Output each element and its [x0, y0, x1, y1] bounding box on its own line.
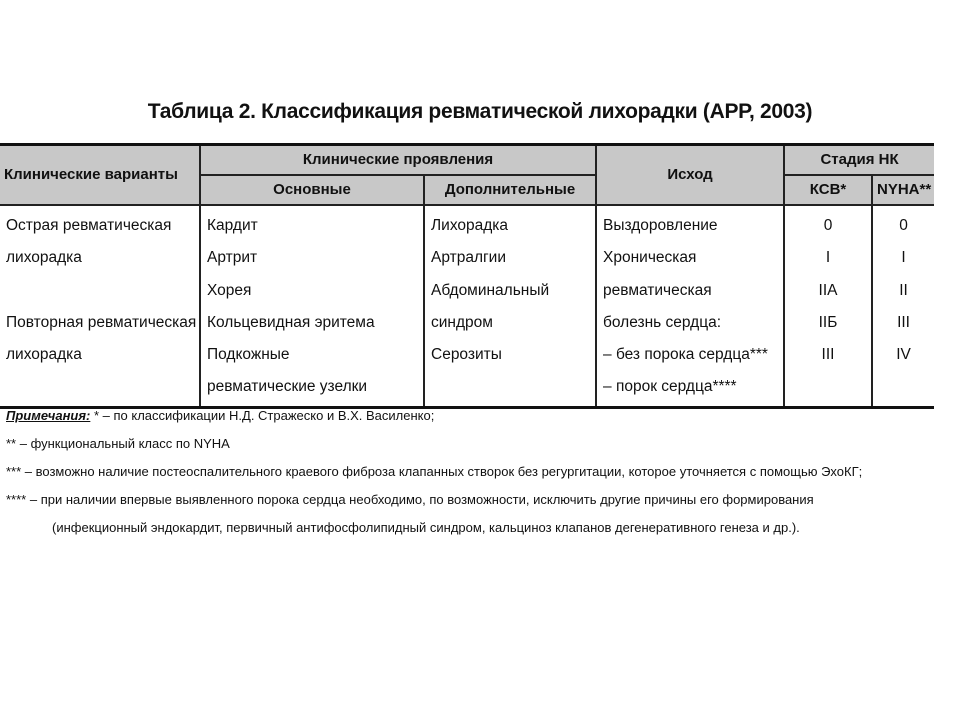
- outcome-line: – порок сердца****: [603, 378, 737, 396]
- outcome-cell: [596, 205, 784, 407]
- additional-line: Лихорадка: [431, 217, 509, 234]
- variants-cell: [0, 205, 200, 407]
- note-4: **** – при наличии впервые выявленного порока сердца необходимо, по возможности, исключить другие причины его формирования: [6, 492, 814, 507]
- note-2: ** – функциональный класс по NYHA: [6, 436, 230, 451]
- nyha-class: I: [901, 249, 906, 267]
- table-title: Таблица 2. Классификация ревматической лихорадки (АРР, 2003): [147, 100, 813, 123]
- header-nyha: NYHA**: [872, 175, 934, 205]
- nyha-class: IV: [896, 346, 911, 364]
- header-additional: Дополнительные: [424, 175, 596, 205]
- main-manifestations-cell: [200, 205, 424, 407]
- header-outcome: Исход: [596, 145, 784, 206]
- ksv-stage: IIБ: [818, 313, 838, 331]
- variant-line: лихорадка: [6, 346, 82, 364]
- ksv-stage: III: [821, 346, 835, 364]
- nyha-class: 0: [899, 217, 908, 234]
- ksv-stage: I: [825, 249, 831, 267]
- note-1: [6, 402, 946, 430]
- variant-line: Повторная ревматическая: [6, 313, 197, 331]
- note-5: (инфекционный эндокардит, первичный антифосфолипидный синдром, кальциноз клапанов дегенеративного генеза и др.).: [52, 520, 800, 535]
- ksv-cell: [784, 205, 872, 407]
- header-hf-stage: Стадия НК: [784, 145, 934, 176]
- additional-line: синдром: [431, 313, 493, 331]
- main-line: Хорея: [207, 281, 252, 299]
- main-line: Кольцевидная эритема: [207, 313, 375, 331]
- additional-line: Абдоминальный: [431, 281, 550, 299]
- main-line: ревматические узелки: [207, 378, 368, 396]
- note-1-text: * – по классификации Н.Д. Стражеско и В.Х. Василенко;: [93, 408, 435, 423]
- nyha-cell: [872, 205, 934, 407]
- header-clinical-manifestations: Клинические проявления: [200, 145, 596, 176]
- outcome-line: – без порока сердца***: [603, 346, 768, 364]
- nyha-class: II: [899, 281, 908, 299]
- ksv-stage: 0: [823, 217, 833, 234]
- additional-line: Артралгии: [431, 249, 506, 267]
- header-main: Основные: [200, 175, 424, 205]
- nyha-class: III: [897, 313, 910, 331]
- main-line: Подкожные: [207, 346, 290, 364]
- header-clinical-variants: Клинические варианты: [0, 145, 200, 206]
- classification-table: [0, 143, 934, 409]
- main-line: Артрит: [207, 249, 258, 267]
- table-notes: [6, 402, 946, 542]
- outcome-line: Хроническая: [603, 249, 697, 267]
- notes-label: Примечания:: [6, 408, 91, 423]
- outcome-line: Выздоровление: [603, 217, 718, 234]
- additional-manifestations-cell: [424, 205, 596, 407]
- main-line: Кардит: [207, 217, 258, 234]
- outcome-line: ревматическая: [603, 281, 712, 299]
- variant-line: Острая ревматическая: [6, 217, 172, 234]
- header-ksv: КСВ*: [784, 175, 872, 205]
- variant-line: лихорадка: [6, 249, 82, 267]
- additional-line: Серозиты: [431, 346, 502, 364]
- outcome-line: болезнь сердца:: [603, 313, 722, 331]
- note-3: *** – возможно наличие постеоспалительного краевого фиброза клапанных створок без регургитации, которое уточняется с помощью ЭхоКГ;: [6, 464, 863, 479]
- ksv-stage: IIА: [818, 281, 838, 299]
